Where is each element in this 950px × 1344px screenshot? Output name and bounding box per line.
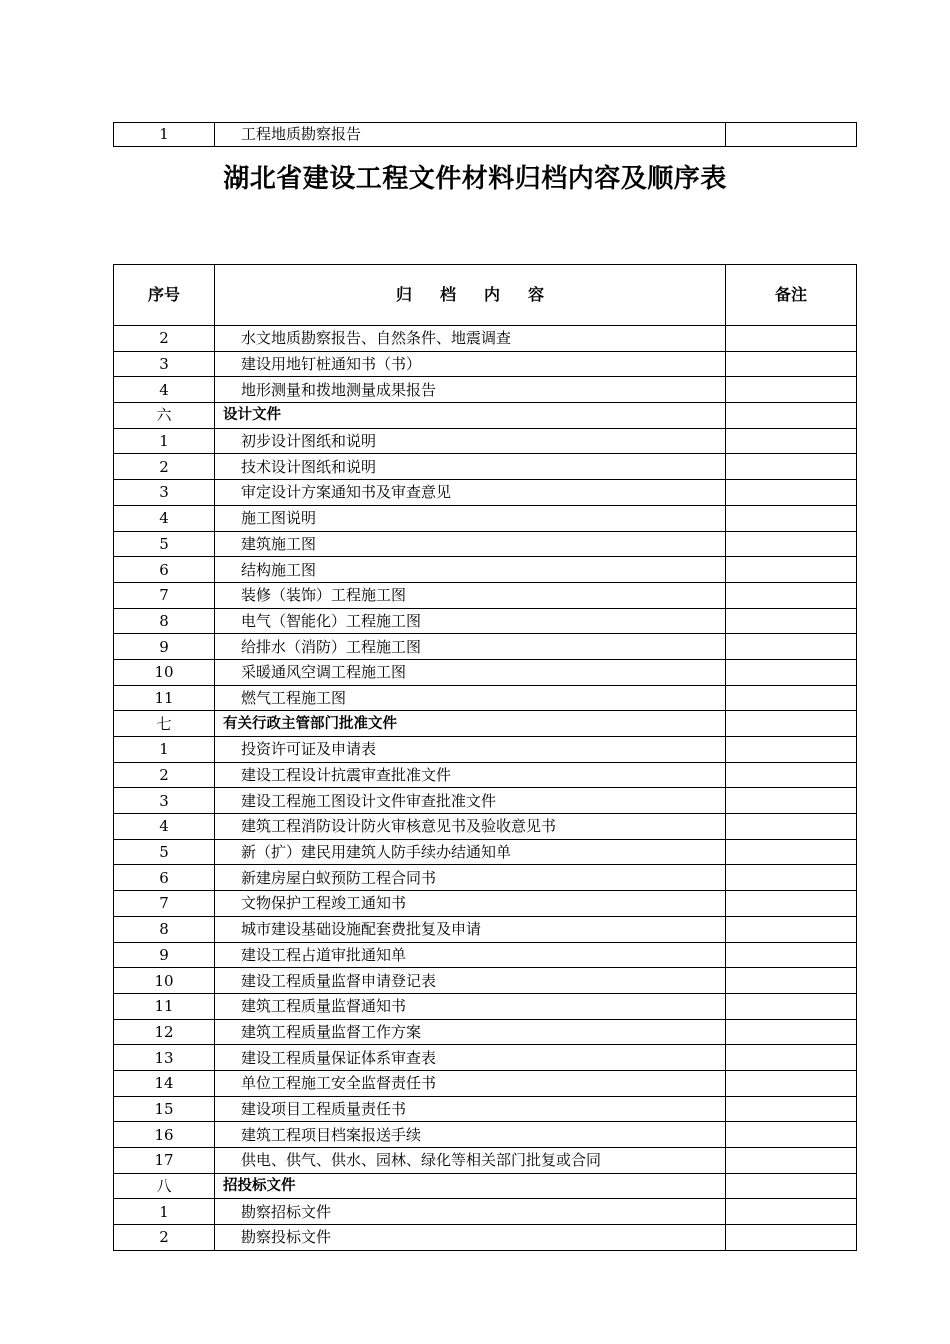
row-number: 9: [114, 634, 215, 660]
row-note: [726, 993, 857, 1019]
table-row: [114, 737, 857, 763]
row-content: 文物保护工程竣工通知书: [215, 891, 726, 917]
row-content: 勘察招标文件: [215, 1199, 726, 1225]
section-row: [114, 1173, 857, 1199]
row-note: [726, 557, 857, 583]
row-note: [726, 326, 857, 352]
table-row: [114, 123, 857, 147]
document-title: 湖北省建设工程文件材料归档内容及顺序表: [223, 164, 727, 194]
row-content: 新（扩）建民用建筑人防手续办结通知单: [215, 839, 726, 865]
row-note: [726, 1070, 857, 1096]
previous-page-table-fragment: [113, 122, 857, 147]
row-number: 1: [114, 737, 215, 763]
table-body: [114, 326, 857, 1251]
row-content: 电气（智能化）工程施工图: [215, 608, 726, 634]
row-note: [726, 865, 857, 891]
section-row: [114, 711, 857, 737]
row-note: [726, 762, 857, 788]
table-row: [114, 1122, 857, 1148]
row-number: 14: [114, 1070, 215, 1096]
row-number: 17: [114, 1148, 215, 1174]
row-number: 六: [114, 403, 215, 429]
section-title: 招投标文件: [215, 1173, 726, 1199]
table-row: [114, 1070, 857, 1096]
row-number: 3: [114, 788, 215, 814]
table-row: [114, 505, 857, 531]
header-seq: 序号: [114, 265, 215, 326]
table-row: [114, 608, 857, 634]
row-content: 建设工程施工图设计文件审查批准文件: [215, 788, 726, 814]
table-row: [114, 891, 857, 917]
row-number: 4: [114, 377, 215, 403]
row-content: 建设项目工程质量责任书: [215, 1096, 726, 1122]
table-row: [114, 942, 857, 968]
row-number: 6: [114, 865, 215, 891]
table-row: [114, 993, 857, 1019]
row-content: 勘察投标文件: [215, 1225, 726, 1251]
row-note: [726, 480, 857, 506]
row-number: 4: [114, 814, 215, 840]
row-number: 6: [114, 557, 215, 583]
row-number: 七: [114, 711, 215, 737]
row-note: [726, 428, 857, 454]
row-number: 8: [114, 916, 215, 942]
table-row: [114, 659, 857, 685]
table-row: [114, 326, 857, 352]
row-note: [726, 454, 857, 480]
table-row: [114, 1019, 857, 1045]
table-row: [114, 582, 857, 608]
row-content: 技术设计图纸和说明: [215, 454, 726, 480]
row-number: 2: [114, 326, 215, 352]
row-content: 燃气工程施工图: [215, 685, 726, 711]
row-content: 装修（装饰）工程施工图: [215, 582, 726, 608]
row-number: 2: [114, 1225, 215, 1251]
row-content: 建设用地钉桩通知书（书）: [215, 351, 726, 377]
row-number: 8: [114, 608, 215, 634]
header-note: 备注: [726, 265, 857, 326]
row-content: 水文地质勘察报告、自然条件、地震调查: [215, 326, 726, 352]
table-row: [114, 1045, 857, 1071]
table-header-row: [114, 265, 857, 326]
row-number: 7: [114, 582, 215, 608]
row-content: 建筑工程消防设计防火审核意见书及验收意见书: [215, 814, 726, 840]
row-content: 初步设计图纸和说明: [215, 428, 726, 454]
table-row: [114, 480, 857, 506]
row-note: [726, 1122, 857, 1148]
row-note: [726, 659, 857, 685]
table-row: [114, 1199, 857, 1225]
table-row: [114, 428, 857, 454]
table-row: [114, 531, 857, 557]
row-number: 1: [114, 428, 215, 454]
row-content: 城市建设基础设施配套费批复及申请: [215, 916, 726, 942]
table-row: [114, 351, 857, 377]
row-note: [726, 531, 857, 557]
row-content: 单位工程施工安全监督责任书: [215, 1070, 726, 1096]
row-note: [726, 582, 857, 608]
row-note: [726, 1045, 857, 1071]
row-content: 建设工程占道审批通知单: [215, 942, 726, 968]
row-number: 11: [114, 685, 215, 711]
section-title: 有关行政主管部门批准文件: [215, 711, 726, 737]
row-number: 八: [114, 1173, 215, 1199]
row-number: 5: [114, 531, 215, 557]
row-content: 建筑工程项目档案报送手续: [215, 1122, 726, 1148]
table-row: [114, 454, 857, 480]
row-content: 建设工程质量保证体系审查表: [215, 1045, 726, 1071]
row-content: 建设工程质量监督申请登记表: [215, 968, 726, 994]
table-row: [114, 968, 857, 994]
row-content: 地形测量和拨地测量成果报告: [215, 377, 726, 403]
row-number: 15: [114, 1096, 215, 1122]
row-content: 建筑施工图: [215, 531, 726, 557]
row-note: [726, 1173, 857, 1199]
row-number: 4: [114, 505, 215, 531]
row-note: [726, 377, 857, 403]
row-number: 16: [114, 1122, 215, 1148]
row-note: [726, 1225, 857, 1251]
table-row: [114, 788, 857, 814]
section-title: 设计文件: [215, 403, 726, 429]
row-number: 13: [114, 1045, 215, 1071]
row-content: 建设工程设计抗震审查批准文件: [215, 762, 726, 788]
table-row: [114, 762, 857, 788]
section-row: [114, 403, 857, 429]
row-note: [726, 968, 857, 994]
row-note: [726, 1199, 857, 1225]
row-content: 新建房屋白蚁预防工程合同书: [215, 865, 726, 891]
row-content: 给排水（消防）工程施工图: [215, 634, 726, 660]
row-content: 采暖通风空调工程施工图: [215, 659, 726, 685]
row-note: [726, 608, 857, 634]
row-note: [726, 1148, 857, 1174]
table-row: [114, 1225, 857, 1251]
row-note: [726, 788, 857, 814]
row-number: 3: [114, 480, 215, 506]
row-note: [726, 634, 857, 660]
table-row: [114, 814, 857, 840]
row-note: [726, 685, 857, 711]
row-content: 审定设计方案通知书及审查意见: [215, 480, 726, 506]
table-row: [114, 865, 857, 891]
row-content: 结构施工图: [215, 557, 726, 583]
row-number: 1: [114, 1199, 215, 1225]
table-row: [114, 839, 857, 865]
row-number: 3: [114, 351, 215, 377]
table-row: [114, 377, 857, 403]
row-note: [726, 942, 857, 968]
row-content: 工程地质勘察报告: [215, 123, 726, 147]
row-number: 2: [114, 454, 215, 480]
header-content: 归档内容: [215, 265, 726, 326]
table-row: [114, 685, 857, 711]
row-number: 9: [114, 942, 215, 968]
row-number: 1: [114, 123, 215, 147]
row-note: [726, 123, 857, 147]
table-row: [114, 1096, 857, 1122]
row-note: [726, 351, 857, 377]
row-note: [726, 1096, 857, 1122]
table-row: [114, 634, 857, 660]
row-content: 投资许可证及申请表: [215, 737, 726, 763]
row-note: [726, 839, 857, 865]
row-number: 12: [114, 1019, 215, 1045]
table-row: [114, 916, 857, 942]
row-number: 7: [114, 891, 215, 917]
row-number: 2: [114, 762, 215, 788]
row-number: 5: [114, 839, 215, 865]
row-content: 供电、供气、供水、园林、绿化等相关部门批复或合同: [215, 1148, 726, 1174]
row-note: [726, 711, 857, 737]
row-note: [726, 403, 857, 429]
row-note: [726, 505, 857, 531]
row-number: 10: [114, 968, 215, 994]
row-note: [726, 916, 857, 942]
row-content: 建筑工程质量监督工作方案: [215, 1019, 726, 1045]
table-row: [114, 1148, 857, 1174]
row-content: 施工图说明: [215, 505, 726, 531]
table-row: [114, 557, 857, 583]
row-content: 建筑工程质量监督通知书: [215, 993, 726, 1019]
archive-table: [113, 264, 857, 1251]
row-note: [726, 737, 857, 763]
row-note: [726, 891, 857, 917]
row-number: 10: [114, 659, 215, 685]
row-note: [726, 1019, 857, 1045]
row-note: [726, 814, 857, 840]
row-number: 11: [114, 993, 215, 1019]
